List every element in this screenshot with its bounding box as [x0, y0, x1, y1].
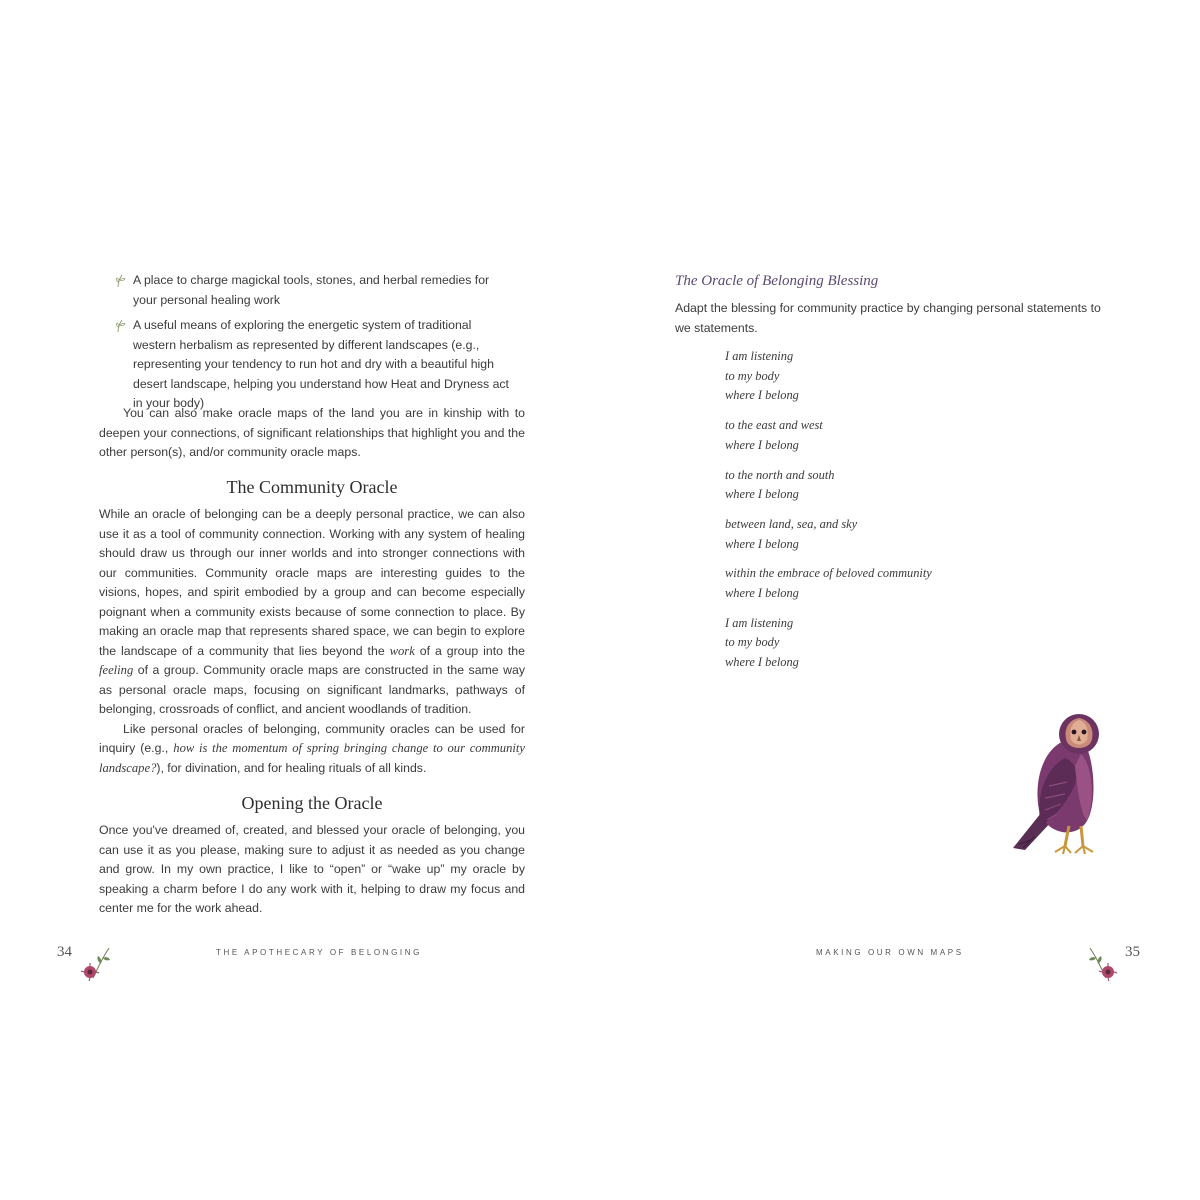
poem-line: I am listening — [725, 349, 794, 363]
poem-line: between land, sea, and sky — [725, 516, 858, 531]
blessing-poem — [725, 347, 1025, 683]
paragraph-community: While an oracle of belonging can be a deeply personal practice, we can also use it as a tool of community connection. Working with any system of healing should draw us through our inner worlds and into stronger connections with our communities. Community oracle maps are interesting guides to the visions, hopes, and spirit embodied by a group and can become especially poignant when a community exists because of some connection to place. By making an oracle map that represents shared space, we can begin to explore the landscape of a community that lies beyond the work of a group into the feeling of a group. Community oracle maps are constructed in the same way as personal oracle maps, focusing on significant landmarks, pathways of belonging, crossroads of conflict, and ancient woodlands of tradition. — [99, 507, 525, 716]
bullet-text: A useful means of exploring the energetic system of traditional western herbalism as represented by different landscapes (e.g., representing your tendency to run hot and dry with a beautiful high desert landscape, helping you understand how Heat and Dryness act in your body) — [133, 318, 509, 410]
heading-opening-oracle: Opening the Oracle — [241, 793, 383, 813]
flower-sprig-icon — [79, 944, 115, 984]
poem-stanza — [725, 347, 1025, 406]
list-item — [114, 271, 514, 310]
poem-line: I am listening — [725, 615, 794, 630]
list-item — [114, 316, 514, 414]
poem-line: where I belong — [725, 586, 799, 601]
poem-line: to the east and west — [725, 418, 823, 433]
poem-line: to my body — [725, 635, 780, 650]
barn-owl-illustration — [1005, 708, 1125, 858]
paragraph-opening: Once you've dreamed of, created, and blessed your oracle of belonging, you can use it as you please, making sure to adjust it as needed as you change and grow. In my own practice, I like to “open” or “wake up” my oracle by speaking a charm before I do any work with it, helping to draw my focus and center me for the work ahead. — [99, 823, 525, 915]
poem-line: where I belong — [725, 437, 799, 452]
paragraph-oracle-maps: You can also make oracle maps of the land you are in kinship with to deepen your connections, of significant relationships that highlight you and the other person(s), and/or community oracle maps. — [99, 406, 525, 459]
poem-stanza — [725, 416, 1025, 455]
paragraph-inquiry: Like personal oracles of belonging, community oracles can be used for inquiry (e.g., how is the momentum of spring bringing change to our community landscape?), for divination, and for healing rituals of all kinds. — [99, 721, 525, 775]
poem-line: where I belong — [725, 388, 799, 403]
poem-line: where I belong — [725, 487, 799, 502]
poem-line: to the north and south — [725, 467, 835, 482]
herb-sprig-icon — [114, 274, 127, 288]
poem-stanza — [725, 515, 1025, 554]
flower-sprig-icon — [1084, 944, 1120, 984]
herb-sprig-icon — [114, 319, 127, 333]
running-head-right: MAKING OUR OWN MAPS — [816, 948, 964, 957]
right-page — [600, 0, 1200, 1200]
community-section — [99, 505, 525, 778]
poem-line: within the embrace of beloved community — [725, 566, 932, 581]
page-number-left: 34 — [57, 944, 72, 960]
blessing-title: The Oracle of Belonging Blessing — [675, 273, 879, 289]
poem-line: to my body — [725, 368, 780, 383]
poem-line: where I belong — [725, 655, 799, 670]
bullet-text: A place to charge magickal tools, stones, and herbal remedies for your personal healing work — [133, 273, 490, 307]
bullet-list — [114, 271, 514, 420]
poem-stanza — [725, 466, 1025, 505]
blessing-intro: Adapt the blessing for community practice by changing personal statements to we statements. — [675, 301, 1101, 335]
page-number-right: 35 — [1125, 944, 1140, 960]
poem-stanza — [725, 564, 1025, 603]
running-head-left: THE APOTHECARY OF BELONGING — [216, 948, 422, 957]
poem-line: where I belong — [725, 536, 799, 551]
heading-community-oracle: The Community Oracle — [226, 477, 398, 497]
poem-stanza — [725, 614, 1025, 673]
